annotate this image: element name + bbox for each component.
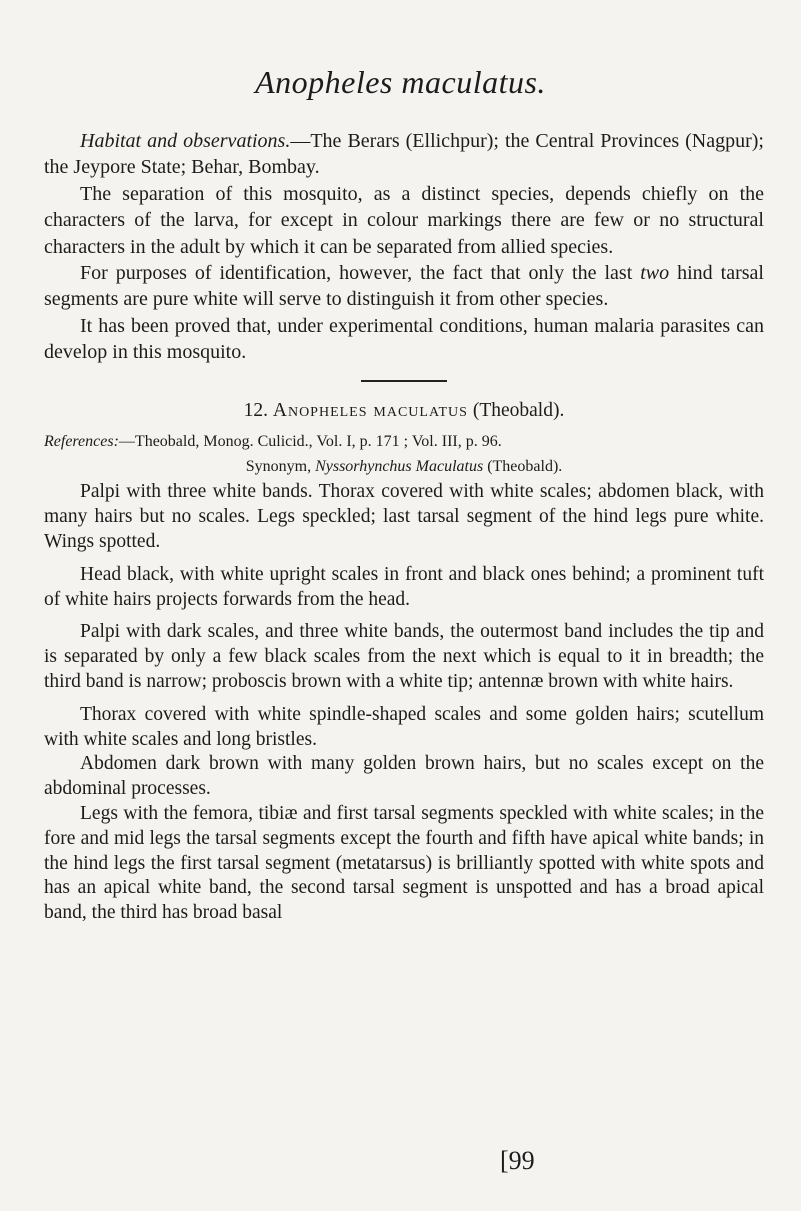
page-number: [99: [500, 1146, 535, 1175]
summary-paragraph: Palpi with three white bands. Thorax covered with white scales; abdomen black, with many hairs but no scales. Legs speckled; last tarsal segment of the hind legs pure white. Wings spotted.: [44, 481, 764, 553]
separation-paragraph: The separation of this mosquito, as a distinct species, depends chiefly on the characters of the larva, for except in colour markings there are few or no structural characters in the adult by which it can be separated from allied species.: [44, 182, 764, 258]
identification-paragraph: [44, 260, 764, 313]
references-label: References:: [44, 433, 119, 451]
habitat-text: —The Berars (Ellichpur); the Central Provinces (Nagpur); the Jeypore State; Behar, Bombay.: [44, 130, 764, 179]
identification-emphasis: two: [640, 262, 670, 285]
synonym-line: [44, 454, 764, 480]
palpi-paragraph: Palpi with dark scales, and three white bands, the outermost band includes the tip and is separated by only a few black scales from the next which is equal to it in breadth; the third band is narrow; proboscis brown with a white tip; antennæ brown with white hairs.: [44, 621, 764, 693]
synonym-label: Synonym,: [245, 458, 312, 476]
abdomen-paragraph: Abdomen dark brown with many golden brown hairs, but no scales except on the abdominal processes.: [44, 753, 764, 800]
section-heading: [44, 398, 764, 424]
habitat-paragraph: [44, 128, 764, 181]
head-paragraph: Head black, with white upright scales in front and black ones behind; a prominent tuft of white hairs projects forwards from the head.: [44, 563, 764, 610]
synonym-author: (Theobald).: [487, 458, 563, 476]
references-text: —Theobald, Monog. Culicid., Vol. I, p. 171 ; Vol. III, p. 96.: [118, 433, 502, 451]
references-line: [44, 430, 764, 454]
section-species-name: Anopheles maculatus: [272, 399, 468, 421]
running-head: Anopheles maculatus.: [255, 64, 546, 100]
thorax-paragraph: Thorax covered with white spindle-shaped scales and some golden hairs; scutellum with white scales and long bristles.: [44, 703, 764, 750]
malaria-paragraph: It has been proved that, under experimental conditions, human malaria parasites can develop in this mosquito.: [44, 314, 764, 364]
section-divider: [361, 380, 447, 382]
identification-text-after: hind tarsal segments are pure white will serve to distinguish it from other species.: [44, 262, 764, 311]
section-number: 12.: [243, 399, 268, 421]
body-text: [44, 128, 764, 926]
legs-paragraph: Legs with the femora, tibiæ and first tarsal segments speckled with white scales; in the fore and mid legs the tarsal segments except the fourth and fifth have apical white bands; in the hind legs the first tarsal segment (metatarsus) is brilliantly spotted with white spots and has an apical white band, the second tarsal segment is unspotted and has a broad apical band, the third has broad basal: [44, 803, 764, 924]
habitat-label: Habitat and observations.: [80, 130, 291, 152]
synonym-name: Nyssorhynchus Maculatus: [315, 458, 484, 476]
identification-text-before: For purposes of identification, however, the fact that only the last: [80, 262, 641, 285]
section-author: (Theobald).: [472, 399, 565, 421]
